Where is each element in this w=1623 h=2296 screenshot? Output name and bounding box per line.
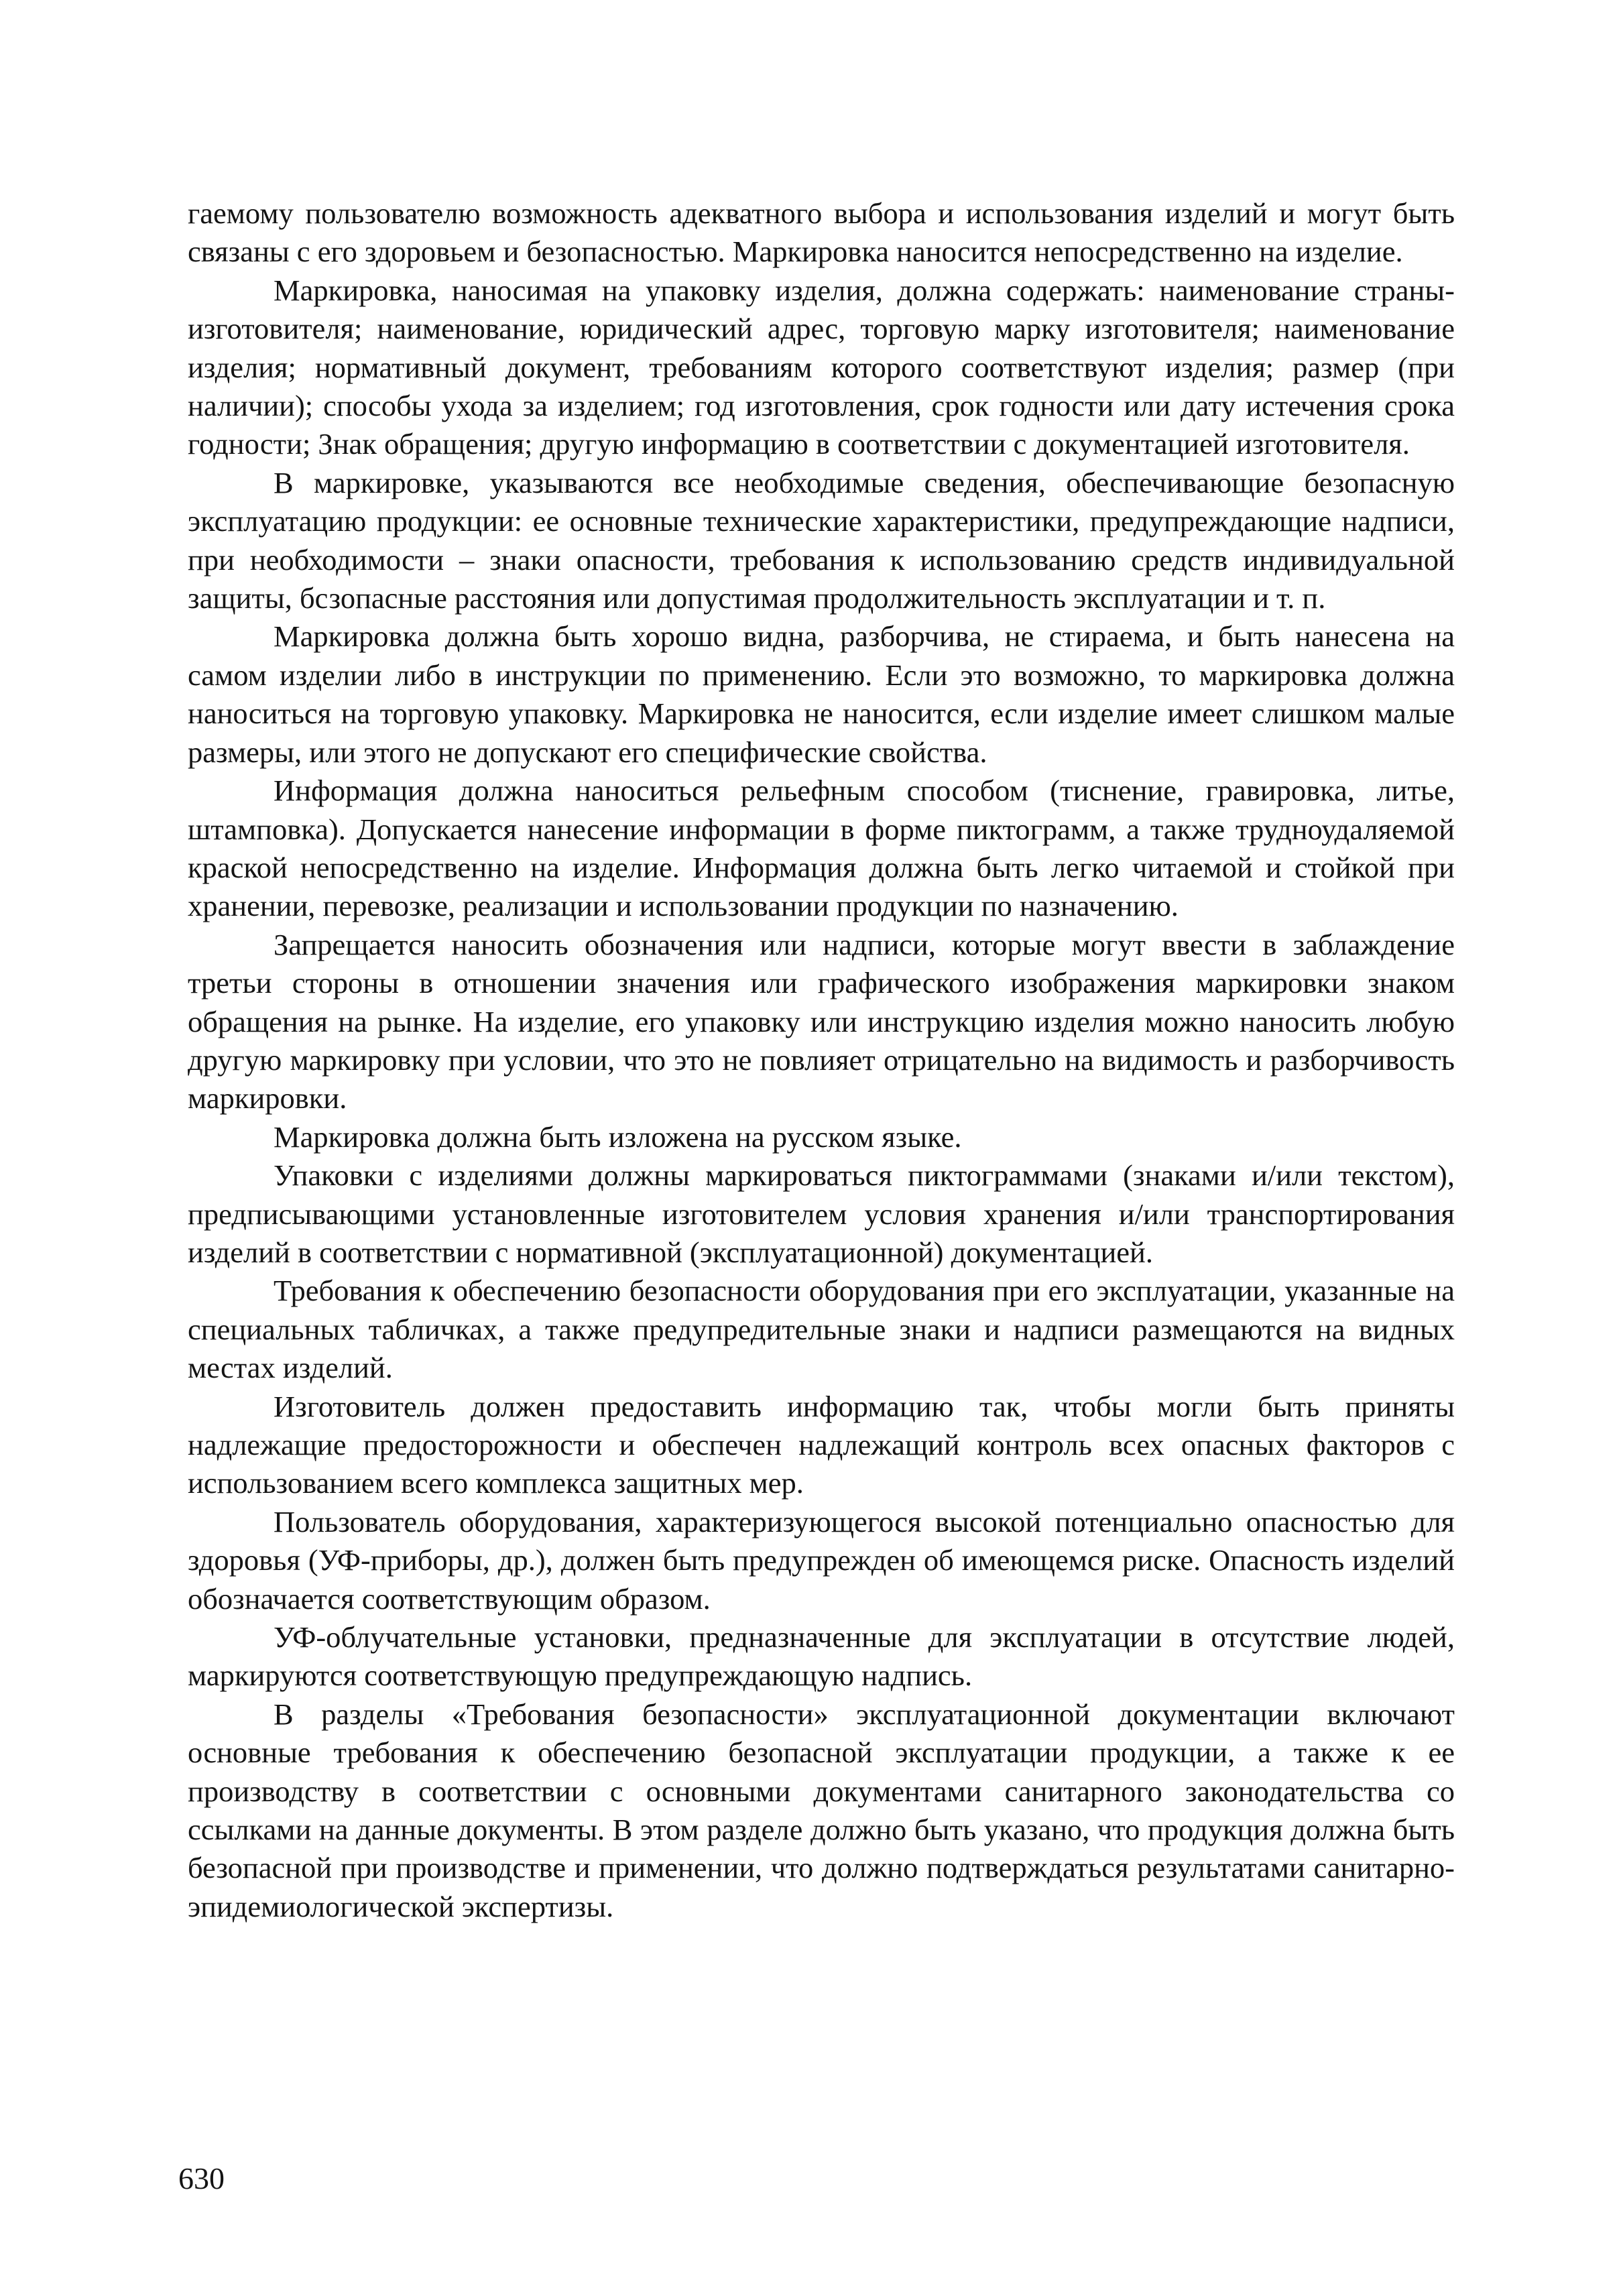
paragraph-user-risk: Пользователь оборудования, характеризующегося высокой потенциально опасностью для здоровья (УФ-приборы, др.), должен быть предупрежден об имеющемся риске. Опасность изделий обозначается соответствующим образом. — [188, 1504, 1455, 1616]
page-number: 630 — [178, 2161, 225, 2195]
body-text — [188, 194, 1455, 1926]
paragraph-manufacturer-info: Изготовитель должен предоставить информацию так, чтобы могли быть приняты надлежащие предосторожности и обеспечен надлежащий контроль всех опасных факторов с использованием всего комплекса защитных мер. — [188, 1389, 1455, 1500]
paragraph-safety-requirements-section: В разделы «Требования безопасности» эксплуатационной документации включают основные требования к обеспечению безопасной эксплуатации продукции, а также к ее производству в соответствии с основными документами санитарного законодательства со ссылками на данные документы. В этом разделе должно быть указано, что продукция должна быть безопасной при производстве и применении, что должно подтверждаться результатами санитарно-эпидемиологической экспертизы. — [188, 1697, 1455, 1923]
paragraph-pictograms: Упаковки с изделиями должны маркироваться пиктограммами (знаками и/или текстом), предписывающими установленные изготовителем условия хранения и/или транспортирования изделий в соответствии с нормативной (эксплуатационной) документацией. — [188, 1158, 1455, 1269]
paragraph-prohibited-markings: Запрещается наносить обозначения или надписи, которые могут ввести в заблаждение третьи стороны в отношении значения или графического изображения маркировки знаком обращения на рынке. На изделие, его упаковку или инструкцию изделия можно наносить любую другую маркировку при условии, что это не повлияет отрицательно на видимость и разборчивость маркировки. — [188, 927, 1455, 1115]
paragraph-marking-visibility: Маркировка должна быть хорошо видна, разборчива, не стираема, и быть нанесена на самом изделии либо в инструкции по применению. Если это возможно, то маркировка должна наноситься на торговую упаковку. Маркировка не наносится, если изделие имеет слишком малые размеры, или этого не допускают его специфические свойства. — [188, 619, 1455, 769]
paragraph-uv-installations: УФ-облучательные установки, предназначенные для эксплуатации в отсутствие людей, маркируются соответствующую предупреждающую надпись. — [188, 1620, 1455, 1693]
paragraph-russian-language: Маркировка должна быть изложена на русском языке. — [274, 1120, 962, 1154]
paragraph-continuation: гаемому пользователю возможность адекватного выбора и использования изделий и могут быть связаны с его здоровьем и безопасностью. Маркировка наносится непосредственно на изделие. — [188, 196, 1455, 269]
paragraph-relief-marking: Информация должна наноситься рельефным способом (тиснение, гравировка, литье, штамповка). Допускается нанесение информации в форме пиктограмм, а также трудноудаляемой краской непосредственно на изделие. Информация должна быть легко читаемой и стойкой при хранении, перевозке, реализации и использовании продукции по назначению. — [188, 774, 1455, 923]
paragraph-safety-information: В маркировке, указываются все необходимые сведения, обеспечивающие безопасную эксплуатацию продукции: ее основные технические характеристики, предупреждающие надписи, при необходимости – знаки опасности, требования к использованию средств индивидуальной защиты, бсзопасные расстояния или допустимая продолжительность эксплуатации и т. п. — [188, 465, 1455, 615]
paragraph-safety-plates: Требования к обеспечению безопасности оборудования при его эксплуатации, указанные на специальных табличках, а также предупредительные знаки и надписи размещаются на видных местах изделий. — [188, 1274, 1455, 1385]
paragraph-packaging-marking: Маркировка, наносимая на упаковку изделия, должна содержать: наименование страны-изготовителя; наименование, юридический адрес, торговую марку изготовителя; наименование изделия; нормативный документ, требованиям которого соответствуют изделия; размер (при наличии); способы ухода за изделием; год изготовления, срок годности или дату истечения срока годности; Знак обращения; другую информацию в соответствии с документацией изготовителя. — [188, 273, 1455, 461]
